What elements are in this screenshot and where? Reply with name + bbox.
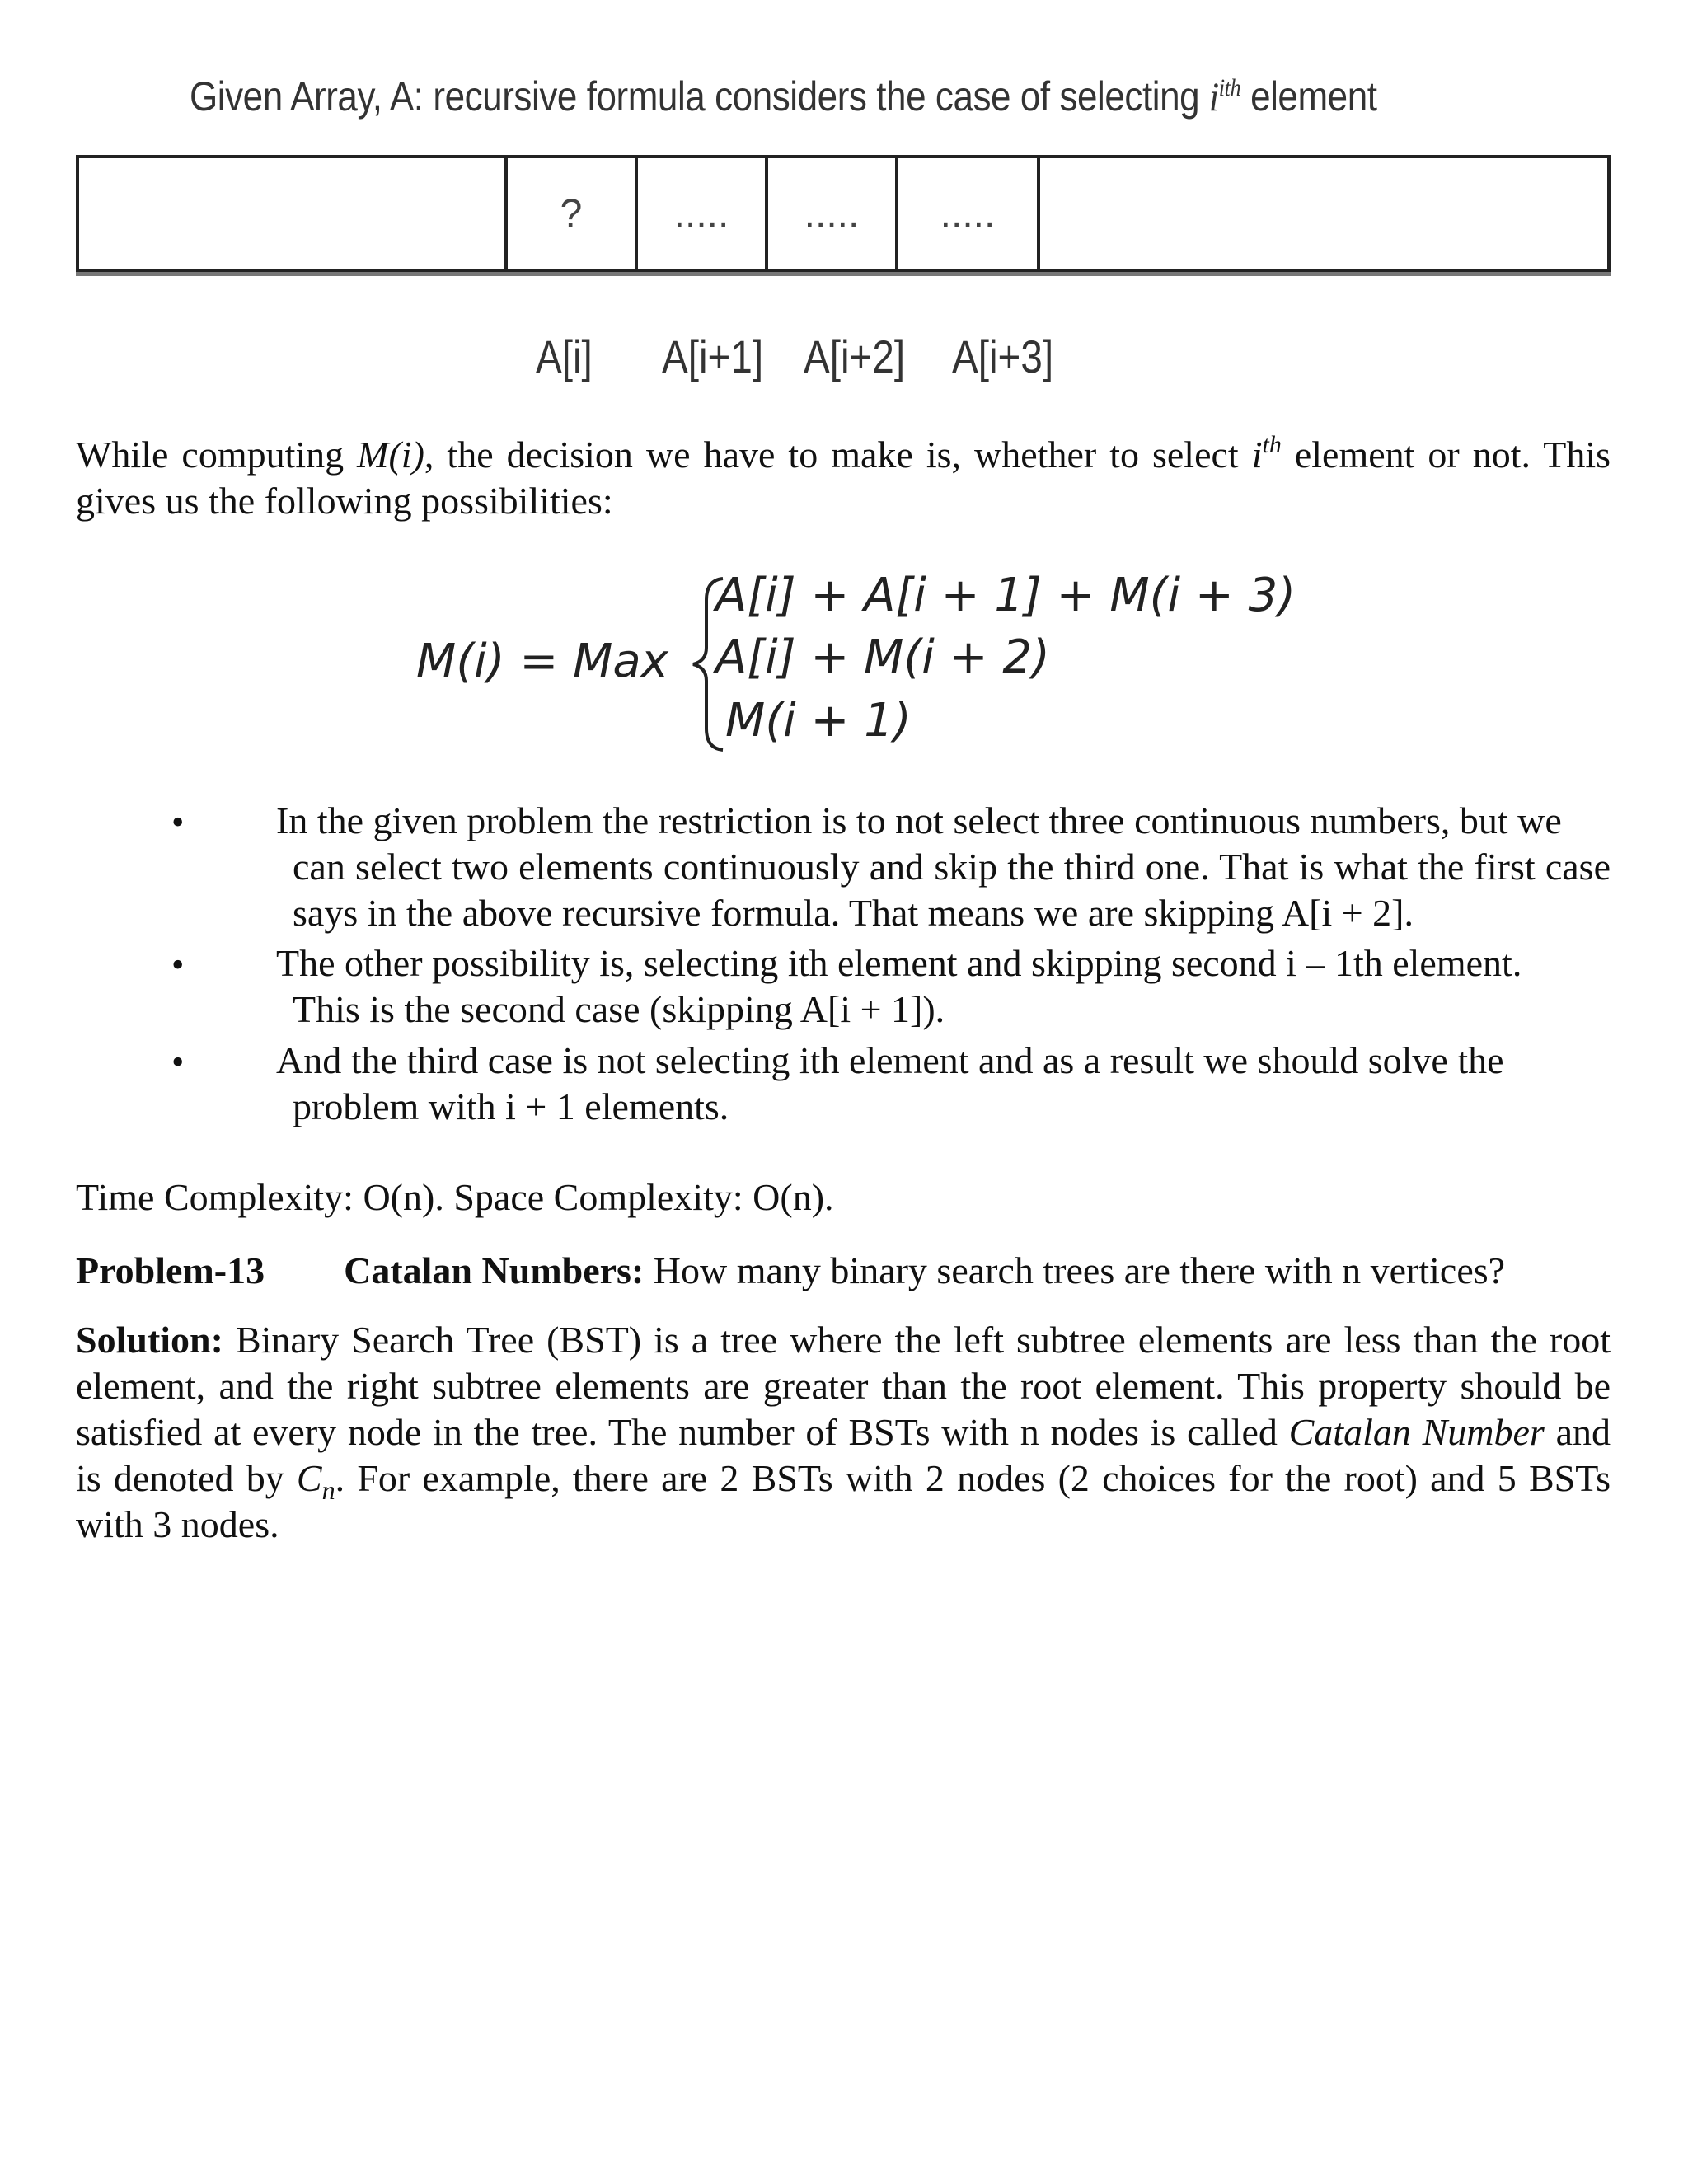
formula-case-1: A[i] + A[i + 1] + M(i + 3): [715, 569, 1296, 622]
index-label: A[i+2]: [804, 330, 906, 382]
array-cell: [1037, 158, 1607, 269]
problem-heading: Problem-13 Catalan Numbers: How many binary search trees are there with n vertices?: [76, 1249, 1506, 1291]
array-cell: .....: [895, 158, 1037, 269]
array-cell: .....: [765, 158, 895, 269]
complexity-line: Time Complexity: O(n). Space Complexity: O(n).: [76, 1176, 834, 1218]
formula-case-3: M(i + 1): [725, 694, 912, 748]
array-cell-current: ?: [504, 158, 635, 269]
bullet-marker: •: [171, 802, 185, 842]
bullet-marker: •: [171, 1042, 185, 1082]
formula-lhs: M(i) = Max: [416, 635, 668, 688]
caption-i: $i^{ith}$: [1208, 73, 1241, 120]
bullet-item: In the given problem the restriction is to not select three continuous numbers, but we can select two elements continuously and skip the third one. That is what the first case says in the above recursive formula. That means we are skipping A[i + 2].: [276, 799, 1611, 934]
array-cell: [79, 158, 504, 269]
bullet-item: The other possibility is, selecting ith element and skipping second i – 1th element. This is the second case (skipping A[i + 1]).: [276, 942, 1522, 1030]
index-label: A[i]: [536, 330, 593, 382]
solution-paragraph: Solution: Binary Search Tree (BST) is a tree where the left subtree elements are less than the root element, and the right subtree elements are greater than the root element. This property should be satisfied at every node in the tree. The number of BSTs with n nodes is called Catalan Number and is denoted by $C_n$. For example, there are 2 BSTs with 2 nodes (2 choices for the root) and 5 BSTs with 3 nodes.: [76, 1319, 1611, 1545]
intro-paragraph: While computing M(i), the decision we have to make is, whether to select $i^{th}$ element or not. This gives us the following possibilities:: [76, 431, 1611, 522]
array-diagram: [76, 155, 1611, 272]
index-label: A[i+1]: [662, 330, 764, 382]
figure-caption: Given Array, A: recursive formula considers the case of selecting $i^{ith}$ element: [190, 73, 1377, 120]
bullet-item: And the third case is not selecting ith element and as a result we should solve the problem with i + 1 elements.: [276, 1039, 1504, 1127]
bullet-marker: •: [171, 944, 185, 985]
array-underline: [76, 272, 1611, 276]
formula-case-2: A[i] + M(i + 2): [715, 630, 1050, 684]
index-label: A[i+3]: [952, 330, 1054, 382]
array-cell: .....: [635, 158, 765, 269]
